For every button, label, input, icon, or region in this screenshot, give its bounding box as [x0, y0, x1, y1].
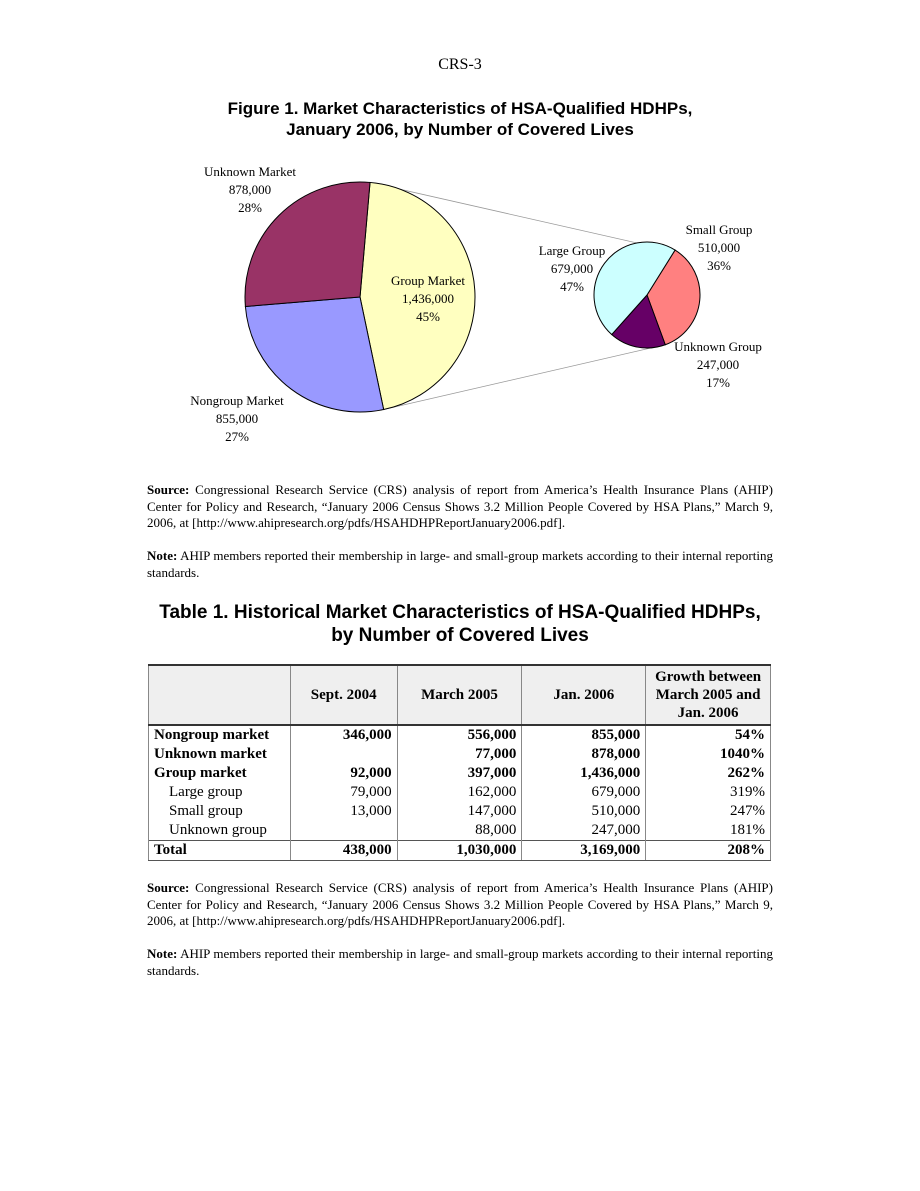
header-cell-sept-2004: Sept. 2004: [290, 665, 397, 725]
sub-pie: [594, 242, 700, 348]
pie-of-pie-chart: [0, 0, 920, 470]
label-large-group-value: 679,000: [550, 261, 594, 276]
table-note-label: Note:: [147, 946, 178, 961]
cell-march-2005: 1,030,000: [397, 841, 522, 861]
pie-slice-unknown-market: [245, 182, 370, 307]
market-table: [148, 664, 771, 861]
table-header-row: [149, 665, 771, 725]
cell-march-2005: 77,000: [397, 745, 522, 764]
cell-jan-2006: 510,000: [522, 802, 646, 821]
table-title-line-2: by Number of Covered Lives: [331, 625, 589, 646]
label-unknown-market-value: 878,000: [228, 182, 272, 197]
cell-sept-2004: 346,000: [290, 725, 397, 745]
cell-sept-2004: [290, 821, 397, 841]
header-cell-growth: Growth between March 2005 and Jan. 2006: [646, 665, 771, 725]
cell-march-2005: 88,000: [397, 821, 522, 841]
cell-jan-2006: 247,000: [522, 821, 646, 841]
row-label: Unknown group: [149, 821, 291, 841]
label-large-group-name: Large Group: [538, 243, 606, 258]
table-row-unknown-group: [149, 821, 771, 841]
cell-jan-2006: 878,000: [522, 745, 646, 764]
figure-note-text: AHIP members reported their membership in large- and small-group markets according to their internal reporting standards.: [147, 548, 773, 580]
table-note: [147, 946, 773, 979]
label-group-market-percent: 45%: [416, 309, 440, 324]
cell-jan-2006: 3,169,000: [522, 841, 646, 861]
table-source-label: Source:: [147, 880, 190, 895]
label-unknown-group-value: 247,000: [696, 357, 740, 372]
row-label: Small group: [149, 802, 291, 821]
label-group-market-value: 1,436,000: [402, 291, 454, 306]
figure-source-label: Source:: [147, 482, 190, 497]
label-small-group-percent: 36%: [707, 258, 731, 273]
cell-march-2005: 147,000: [397, 802, 522, 821]
cell-growth: 208%: [646, 841, 771, 861]
table-row-unknown-market: [149, 745, 771, 764]
header-cell-jan-2006: Jan. 2006: [522, 665, 646, 725]
label-nongroup-market-value: 855,000: [215, 411, 259, 426]
label-unknown-group-percent: 17%: [706, 375, 730, 390]
figure-note: [147, 548, 773, 581]
table-row-nongroup-market: [149, 725, 771, 745]
cell-jan-2006: 679,000: [522, 783, 646, 802]
label-nongroup-market-name: Nongroup Market: [190, 393, 284, 408]
row-label: Unknown market: [149, 745, 291, 764]
table-row-group-market: [149, 764, 771, 783]
table-row-total: [149, 841, 771, 861]
row-label: Group market: [149, 764, 291, 783]
figure-source: [147, 482, 773, 532]
row-label: Total: [149, 841, 291, 861]
label-nongroup-market-percent: 27%: [225, 429, 249, 444]
label-small-group-value: 510,000: [697, 240, 741, 255]
cell-sept-2004: 13,000: [290, 802, 397, 821]
cell-jan-2006: 1,436,000: [522, 764, 646, 783]
cell-growth: 181%: [646, 821, 771, 841]
cell-growth: 54%: [646, 725, 771, 745]
label-unknown-market-name: Unknown Market: [203, 164, 297, 179]
table-source-text: Congressional Research Service (CRS) analysis of report from America’s Health Insurance Plans (AHIP) Center for Policy and Research, “January 2006 Census Shows 3.2 Million People Covered by HSA Plans,” March 9, 2006, at [http://www.ahipresearch.org/pdfs/HSAHDHPReportJanuary2006.pdf].: [147, 880, 773, 928]
cell-growth: 319%: [646, 783, 771, 802]
cell-sept-2004: 92,000: [290, 764, 397, 783]
label-small-group-name: Small Group: [685, 222, 753, 237]
row-label: Large group: [149, 783, 291, 802]
label-large-group-percent: 47%: [560, 279, 584, 294]
figure-source-text: Congressional Research Service (CRS) analysis of report from America’s Health Insurance Plans (AHIP) Center for Policy and Research, “January 2006 Census Shows 3.2 Million People Covered by HSA Plans,” March 9, 2006, at [http://www.ahipresearch.org/pdfs/HSAHDHPReportJanuary2006.pdf].: [147, 482, 773, 530]
header-cell-march-2005: March 2005: [397, 665, 522, 725]
table-row-large-group: [149, 783, 771, 802]
table-title: [140, 601, 780, 647]
cell-march-2005: 556,000: [397, 725, 522, 745]
row-label: Nongroup market: [149, 725, 291, 745]
cell-sept-2004: 438,000: [290, 841, 397, 861]
page-header: CRS-3: [438, 56, 482, 73]
cell-jan-2006: 855,000: [522, 725, 646, 745]
figure-note-label: Note:: [147, 548, 178, 563]
label-unknown-group-name: Unknown Group: [674, 339, 762, 354]
cell-sept-2004: [290, 745, 397, 764]
cell-growth: 262%: [646, 764, 771, 783]
table-source: [147, 880, 773, 930]
cell-march-2005: 397,000: [397, 764, 522, 783]
label-unknown-market-percent: 28%: [238, 200, 262, 215]
cell-march-2005: 162,000: [397, 783, 522, 802]
cell-growth: 1040%: [646, 745, 771, 764]
table-row-small-group: [149, 802, 771, 821]
table-title-line-1: Table 1. Historical Market Characteristics of HSA-Qualified HDHPs,: [159, 602, 761, 623]
label-group-market-name: Group Market: [390, 273, 466, 288]
figure-title-line-2: January 2006, by Number of Covered Lives: [286, 120, 634, 139]
header-cell-blank: [149, 665, 291, 725]
table-note-text: AHIP members reported their membership in large- and small-group markets according to their internal reporting standards.: [147, 946, 773, 978]
figure-title-line-1: Figure 1. Market Characteristics of HSA-Qualified HDHPs,: [227, 99, 693, 118]
cell-growth: 247%: [646, 802, 771, 821]
cell-sept-2004: 79,000: [290, 783, 397, 802]
